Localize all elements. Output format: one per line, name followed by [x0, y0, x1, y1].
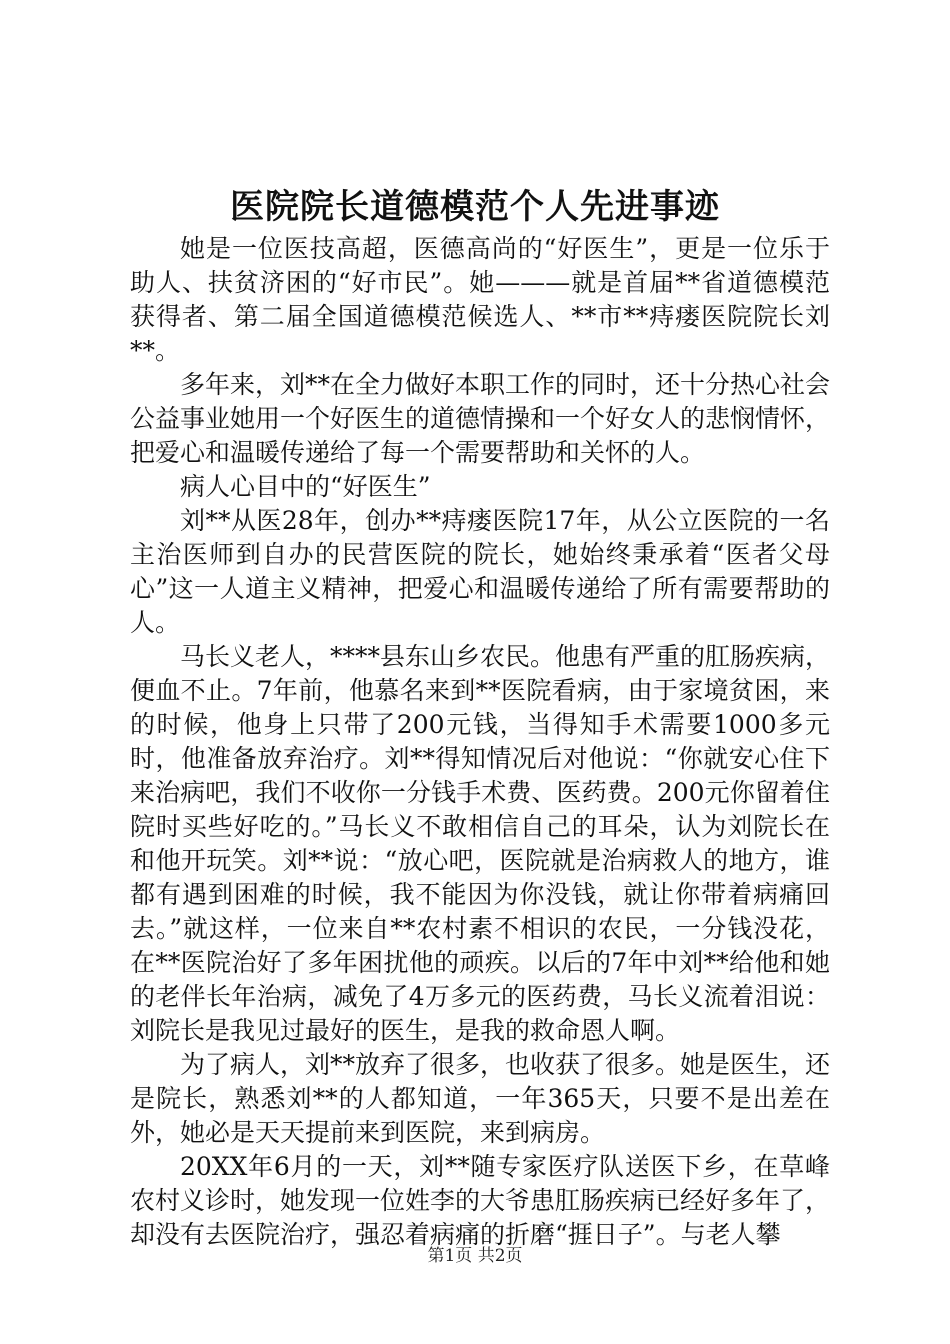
document-title: 医院院长道德模范个人先进事迹 — [230, 187, 720, 227]
paragraph-patient-story: 马长义老人，****县东山乡农民。他患有严重的肛肠疾病，便血不止。7年前，他慕名来到**医院看病，由于家境贫困，来的时候，他身上只带了200元钱，当得知手术需要1000多元时，他准备放弃治疗。刘**得知情况后对他说：“你就安心住下来治病吧，我们不收你一分钱手术费、医药费。200元你留着住院时买些好吃的。”马长义不敢相信自己的耳朵，认为刘院长在和他开玩笑。刘**说：“放心吧，医院就是治病救人的地方，谁都有遇到困难的时候，我不能因为你没钱，就让你带着病痛回去。”就这样，一位来自**农村素不相识的农民，一分钱没花，在**医院治好了多年困扰他的顽疾。以后的7年中刘**给他和她的老伴长年治病，减免了4万多元的医药费，马长义流着泪说：刘院长是我见过最好的医生，是我的救命恩人啊。 — [130, 642, 831, 1045]
paragraph-career: 刘**从医28年，创办**痔瘘医院17年，从公立医院的一名主治医师到自办的民营医院的院长，她始终秉承着“医者父母心”这一人道主义精神，把爱心和温暖传递给了所有需要帮助的人。 — [130, 506, 830, 637]
paragraph-rural-clinic: 20XX年6月的一天，刘**随专家医疗队送医下乡，在草峰农村义诊时，她发现一位姓李的大爷患肛肠疾病已经好多年了，却没有去医院治疗，强忍着病痛的折磨“捱日子”。与老人攀 — [130, 1152, 831, 1249]
paragraph-public-welfare: 多年来，刘**在全力做好本职工作的同时，还十分热心社会公益事业她用一个好医生的道德情操和一个好女人的悲悯情怀，把爱心和温暖传递给了每一个需要帮助和关怀的人。 — [130, 370, 831, 467]
section-heading-good-doctor: 病人心目中的“好医生” — [180, 472, 431, 501]
document-body — [130, 232, 830, 1252]
page-number-footer: 第1页 共2页 — [427, 1246, 523, 1266]
paragraph-dedication: 为了病人，刘**放弃了很多，也收获了很多。她是医生，还是院长，熟悉刘**的人都知道，一年365天，只要不是出差在外，她必是天天提前来到医院，来到病房。 — [130, 1050, 831, 1147]
paragraph-intro: 她是一位医技高超，医德高尚的“好医生”，更是一位乐于助人、扶贫济困的“好市民”。她———就是首届**省道德模范获得者、第二届全国道德模范候选人、**市**痔瘘医院院长刘**。 — [130, 234, 830, 365]
